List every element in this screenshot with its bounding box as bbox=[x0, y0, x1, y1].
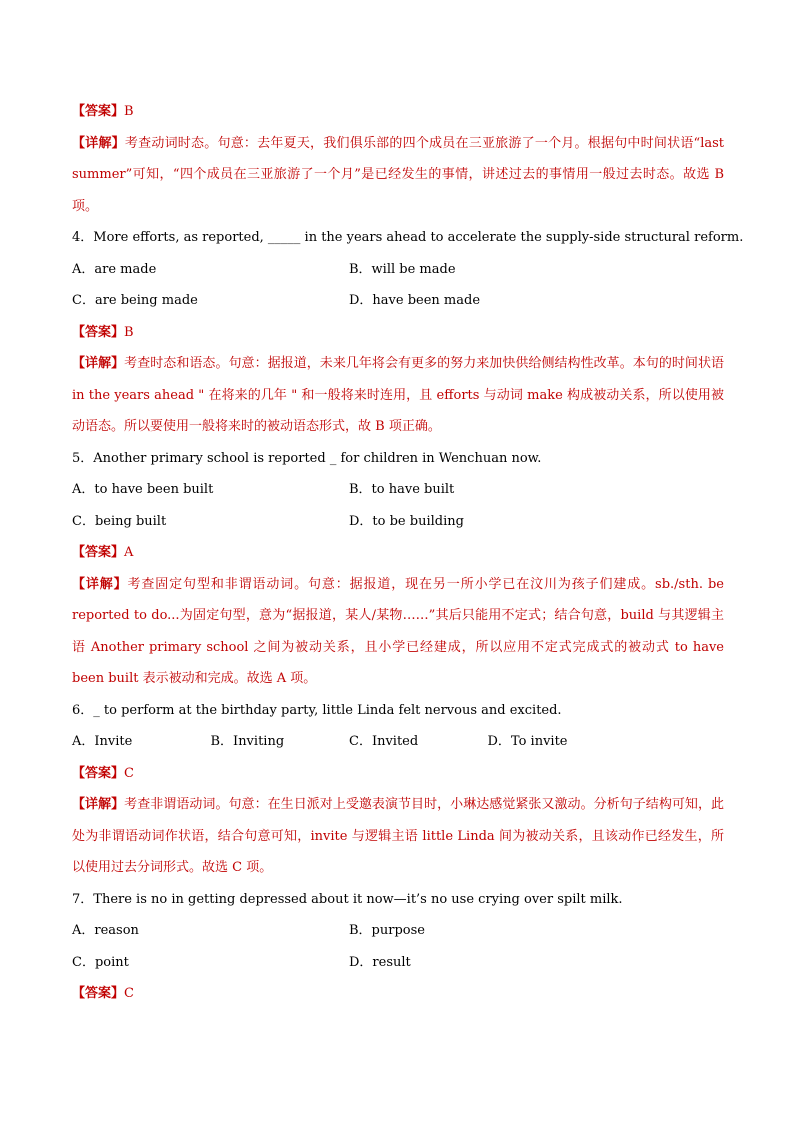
q7-answer bbox=[72, 978, 724, 1010]
q5-options-row-1 bbox=[72, 474, 724, 506]
q6-options-row bbox=[72, 726, 724, 758]
q7-stem: 7．There is no in getting depressed about it now—it’s no use crying over spilt milk. bbox=[72, 891, 623, 907]
answer-value: B bbox=[124, 104, 134, 119]
explain-text: 考查动词时态。句意：去年夏天，我们俱乐部的四个成员在三亚旅游了一个月。根据句中时间状语“last summer”可知，“四个成员在三亚旅游了一个月”是已经发生的事情，讲述过去的事情用一般过去时态。故选 B 项。 bbox=[72, 135, 724, 214]
explain-tag: 【详解】 bbox=[72, 135, 125, 151]
q5-stem: 5．Another primary school is reported _ for children in Wenchuan now. bbox=[72, 450, 542, 466]
q4-option-d: D．have been made bbox=[349, 293, 481, 308]
answer-tag: 【答案】 bbox=[72, 545, 125, 560]
q5-explanation bbox=[72, 569, 724, 695]
q7-options-row-1 bbox=[72, 915, 724, 947]
q4-explanation bbox=[72, 348, 724, 443]
q5-answer bbox=[72, 537, 724, 569]
explain-tag: 【详解】 bbox=[72, 356, 125, 371]
q4-options-row-1 bbox=[72, 254, 724, 286]
q5-option-b: B．to have built bbox=[349, 482, 455, 497]
answer-value: C bbox=[124, 986, 134, 1001]
q6-explanation bbox=[72, 789, 724, 884]
answer-tag: 【答案】 bbox=[72, 765, 125, 781]
q5-option-d: D．to be building bbox=[349, 513, 464, 529]
q3-explanation bbox=[72, 128, 724, 223]
q6-option-d: D．To invite bbox=[487, 734, 568, 749]
q6-option-b: B．Inviting bbox=[210, 734, 285, 749]
q4-option-c: C．are being made bbox=[72, 293, 198, 308]
q6-stem: 6．_ to perform at the birthday party, little Linda felt nervous and excited. bbox=[72, 702, 562, 718]
q7-options-row-2 bbox=[72, 947, 724, 979]
q7-option-b: B．purpose bbox=[349, 923, 425, 938]
answer-value: B bbox=[124, 324, 134, 340]
document-page bbox=[72, 96, 744, 1010]
q3-answer bbox=[72, 96, 724, 128]
q4-options-row-2 bbox=[72, 285, 724, 317]
q4-option-a: A．are made bbox=[72, 261, 157, 277]
explain-text: 考查固定句型和非谓语动词。句意：据报道，现在另一所小学已在汶川为孩子们建成。sb./sth. be reported to do...为固定句型，意为“据报道，某人/某物……”其后只能用不定式；结合句意，build 与其逻辑主语 Another primary school 之间为被动关系，且小学已经建成，所以应用不定式完成式的被动式 to have been built 表示被动和完成。故选 A 项。 bbox=[72, 576, 724, 686]
explain-tag: 【详解】 bbox=[72, 576, 128, 592]
explain-text: 考查非谓语动词。句意：在生日派对上受邀表演节目时，小琳达感觉紧张又激动。分析句子结构可知，此处为非谓语动词作状语，结合句意可知，invite 与逻辑主语 little Linda 间为被动关系，且该动作已经发生，所以使用过去分词形式。故选 C 项。 bbox=[72, 797, 724, 875]
explain-text: 考查时态和语态。句意：据报道，未来几年将会有更多的努力来加快供给侧结构性改革。本句的时间状语 in the years ahead " 在将来的几年 " 和一般将来时连用，且 efforts 与动词 make 构成被动关系，所以使用被动语态。所以要使用一般将来时的被动语态形式，故 B 项正确。 bbox=[72, 356, 724, 434]
answer-tag: 【答案】 bbox=[72, 104, 125, 119]
answer-tag: 【答案】 bbox=[72, 324, 125, 340]
answer-tag: 【答案】 bbox=[72, 986, 125, 1001]
q4-answer bbox=[72, 317, 724, 349]
q5-option-a: A．to have been built bbox=[72, 482, 214, 497]
q5-options-row-2 bbox=[72, 506, 724, 538]
q4-option-b: B．will be made bbox=[349, 261, 456, 277]
q4-stem: 4．More efforts, as reported, _____ in the years ahead to accelerate the supply-side structural reform. bbox=[72, 230, 744, 245]
q6-option-a: A．Invite bbox=[72, 734, 133, 749]
answer-value: C bbox=[124, 765, 134, 781]
q6-answer bbox=[72, 758, 724, 790]
q5-option-c: C．being built bbox=[72, 513, 167, 529]
answer-value: A bbox=[124, 545, 134, 560]
q7-option-a: A．reason bbox=[72, 923, 139, 938]
q7-option-d: D．result bbox=[349, 954, 411, 970]
q7-option-c: C．point bbox=[72, 954, 129, 970]
q6-option-c: C．Invited bbox=[349, 734, 419, 749]
explain-tag: 【详解】 bbox=[72, 797, 125, 812]
